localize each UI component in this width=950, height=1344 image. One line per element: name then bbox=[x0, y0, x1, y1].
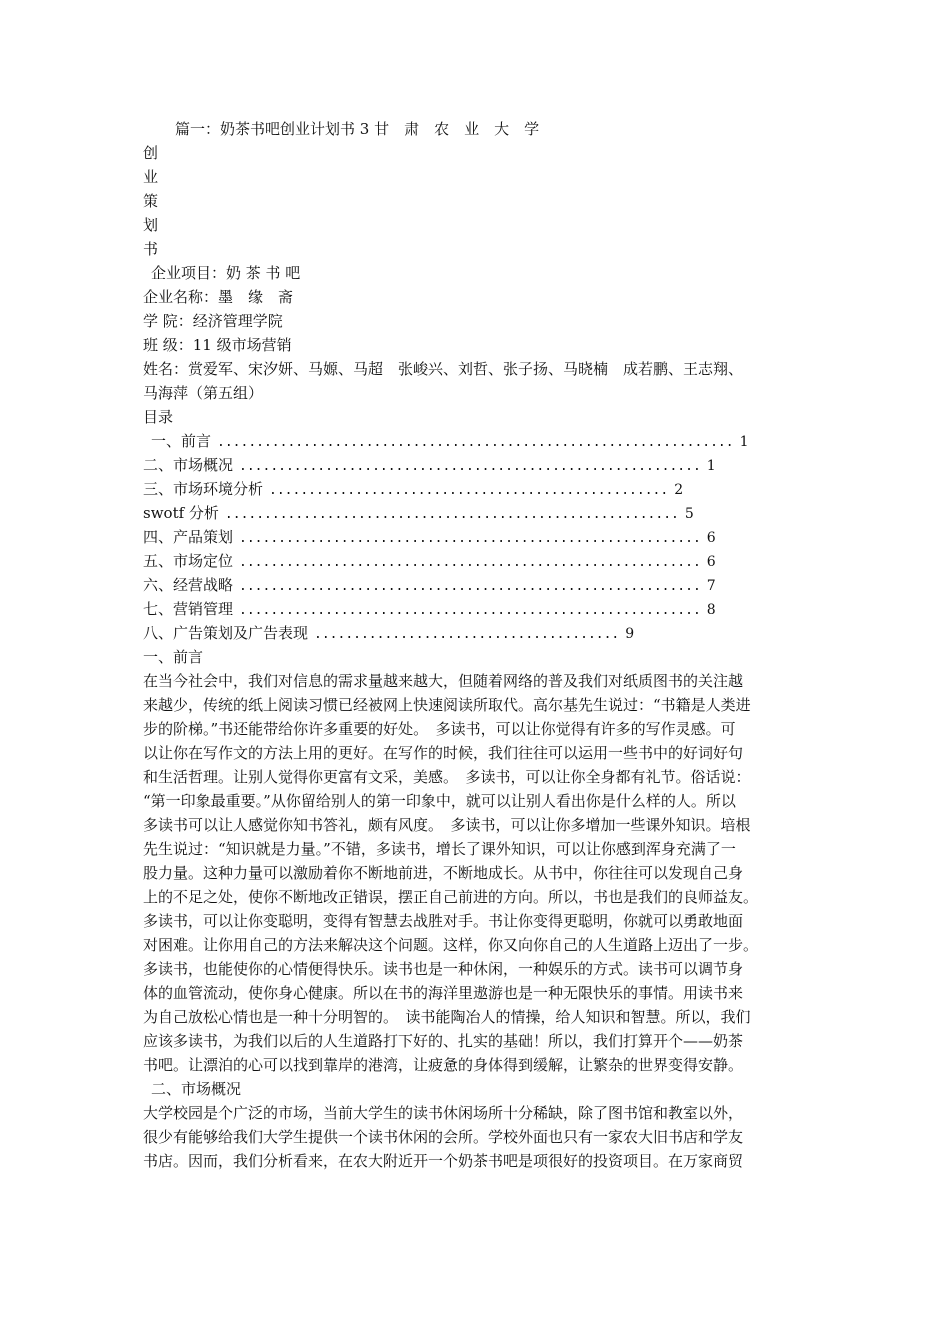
paragraph-line: 和生活哲理。让别人觉得你更富有文采，美感。 多读书，可以让你全身都有礼节。俗话说： bbox=[143, 768, 751, 786]
toc-heading: 目录 bbox=[143, 408, 174, 426]
toc-entry-title: 三、市场环境分析 bbox=[143, 480, 264, 498]
info-company: 企业名称：墨 缘 斋 bbox=[143, 288, 294, 306]
toc-entry[interactable] bbox=[143, 477, 803, 501]
paragraph-line: 来越少，传统的纸上阅读习惯已经被网上快速阅读所取代。高尔基先生说过：“书籍是人类进 bbox=[143, 696, 751, 714]
toc-entry-page: 6 bbox=[706, 530, 716, 546]
document-body bbox=[143, 117, 823, 1173]
toc-entry-page: 6 bbox=[706, 554, 716, 570]
toc-entry-leader: ........................................................... bbox=[239, 579, 701, 594]
paragraph-line: “第一印象最重要。”从你留给别人的第一印象中，就可以让别人看出你是什么样的人。所以 bbox=[143, 792, 736, 810]
toc-entry-title: 五、市场定位 bbox=[143, 552, 234, 570]
toc-entry[interactable] bbox=[143, 501, 803, 525]
vertical-title-char: 策 bbox=[143, 192, 159, 210]
vertical-title-char: 书 bbox=[143, 240, 159, 258]
paragraph-line: 先生说过：“知识就是力量。”不错，多读书，增长了课外知识，可以让你感到浑身充满了一 bbox=[143, 840, 736, 858]
toc-entry-leader: ........................................................... bbox=[239, 531, 701, 546]
toc-entry-page: 1 bbox=[739, 434, 749, 450]
toc-entry-leader: ................................................... bbox=[269, 483, 669, 498]
toc-entry-leader: ........................................................... bbox=[239, 459, 701, 474]
paragraph-line: 上的不足之处，使你不断地改正错误，摆正自己前进的方向。所以，书也是我们的良师益友。 bbox=[143, 888, 759, 906]
paragraph-line: 很少有能够给我们大学生提供一个读书休闲的会所。学校外面也只有一家农大旧书店和学友 bbox=[143, 1128, 744, 1146]
toc-entry-page: 2 bbox=[674, 482, 684, 498]
toc-entry[interactable] bbox=[143, 453, 803, 477]
toc-entry-title: 七、营销管理 bbox=[143, 600, 234, 618]
vertical-title-char: 划 bbox=[143, 216, 159, 234]
toc-entry-title: swotf 分析 bbox=[143, 504, 219, 522]
section-heading-preface: 一、前言 bbox=[143, 648, 204, 666]
info-names: 姓名：赏爱军、宋汐妍、马嫄、马超 张峻兴、刘哲、张子扬、马晓楠 成若鹏、王志翔、 bbox=[143, 360, 744, 378]
paragraph-line: 多读书，可以让你变聪明，变得有智慧去战胜对手。书让你变得更聪明，你就可以勇敢地面 bbox=[143, 912, 744, 930]
toc-entry[interactable] bbox=[143, 525, 803, 549]
table-of-contents bbox=[143, 429, 823, 645]
info-project: 企业项目：奶 茶 书 吧 bbox=[151, 264, 301, 282]
paragraph-line: 书吧。让漂泊的心可以找到靠岸的港湾，让疲惫的身体得到缓解，让繁杂的世界变得安静。 bbox=[143, 1056, 744, 1074]
paragraph-line: 多读书，也能使你的心情便得快乐。读书也是一种休闲，一种娱乐的方式。读书可以调节身 bbox=[143, 960, 744, 978]
toc-entry-leader: .................................................................. bbox=[217, 435, 734, 450]
toc-entry-title: 八、广告策划及广告表现 bbox=[143, 624, 309, 642]
paragraph-line: 为自己放松心情也是一种十分明智的。 读书能陶冶人的情操，给人知识和智慧。所以，我们 bbox=[143, 1008, 751, 1026]
document-title: 篇一：奶茶书吧创业计划书 3 甘 肃 农 业 大 学 bbox=[175, 120, 540, 138]
paragraph-line: 以让你在写作文的方法上用的更好。在写作的时候，我们往往可以运用一些书中的好词好句 bbox=[143, 744, 744, 762]
info-class: 班 级：11 级市场营销 bbox=[143, 336, 292, 354]
toc-entry-page: 1 bbox=[706, 458, 716, 474]
toc-entry-title: 六、经营战略 bbox=[143, 576, 234, 594]
market-paragraph bbox=[143, 1101, 823, 1173]
toc-entry[interactable] bbox=[143, 573, 803, 597]
toc-entry-page: 8 bbox=[706, 602, 716, 618]
paragraph-line: 多读书可以让人感觉你知书答礼，颇有风度。 多读书，可以让你多增加一些课外知识。培根 bbox=[143, 816, 751, 834]
vertical-title bbox=[143, 141, 823, 261]
toc-entry-page: 5 bbox=[684, 506, 694, 522]
toc-entry-leader: ........................................................... bbox=[239, 603, 701, 618]
toc-entry-title: 二、市场概况 bbox=[143, 456, 234, 474]
toc-entry-title: 一、前言 bbox=[151, 432, 212, 450]
info-college: 学 院：经济管理学院 bbox=[143, 312, 283, 330]
paragraph-line: 大学校园是个广泛的市场，当前大学生的读书休闲场所十分稀缺，除了图书馆和教室以外， bbox=[143, 1104, 744, 1122]
toc-entry[interactable] bbox=[143, 549, 803, 573]
toc-entry[interactable] bbox=[143, 429, 811, 453]
paragraph-line: 在当今社会中，我们对信息的需求量越来越大，但随着网络的普及我们对纸质图书的关注越 bbox=[143, 672, 744, 690]
vertical-title-char: 业 bbox=[143, 168, 159, 186]
toc-entry-leader: .......................................................... bbox=[224, 507, 679, 522]
toc-entry-title: 四、产品策划 bbox=[143, 528, 234, 546]
preface-paragraph bbox=[143, 669, 823, 1077]
toc-entry-leader: ........................................................... bbox=[239, 555, 701, 570]
vertical-title-char: 创 bbox=[143, 144, 159, 162]
paragraph-line: 对困难。让你用自己的方法来解决这个问题。这样，你又向你自己的人生道路上迈出了一步。 bbox=[143, 936, 759, 954]
toc-entry[interactable] bbox=[143, 597, 803, 621]
paragraph-line: 步的阶梯。”书还能带给你许多重要的好处。 多读书，可以让你觉得有许多的写作灵感。可 bbox=[143, 720, 736, 738]
paragraph-line: 体的血管流动，使你身心健康。所以在书的海洋里遨游也是一种无限快乐的事情。用读书来 bbox=[143, 984, 744, 1002]
paragraph-line: 股力量。这种力量可以激励着你不断地前进，不断地成长。从书中，你往往可以发现自己身 bbox=[143, 864, 744, 882]
toc-entry-page: 7 bbox=[706, 578, 716, 594]
section-heading-market: 二、市场概况 bbox=[151, 1080, 242, 1098]
paragraph-line: 应该多读书，为我们以后的人生道路打下好的、扎实的基础！所以，我们打算开个——奶茶 bbox=[143, 1032, 744, 1050]
paragraph-line: 书店。因而，我们分析看来，在农大附近开一个奶茶书吧是项很好的投资项目。在万家商贸 bbox=[143, 1152, 744, 1170]
toc-entry-leader: ....................................... bbox=[314, 627, 620, 642]
toc-entry-page: 9 bbox=[625, 626, 635, 642]
toc-entry[interactable] bbox=[143, 621, 803, 645]
info-names-continued: 马海萍（第五组） bbox=[143, 384, 264, 402]
